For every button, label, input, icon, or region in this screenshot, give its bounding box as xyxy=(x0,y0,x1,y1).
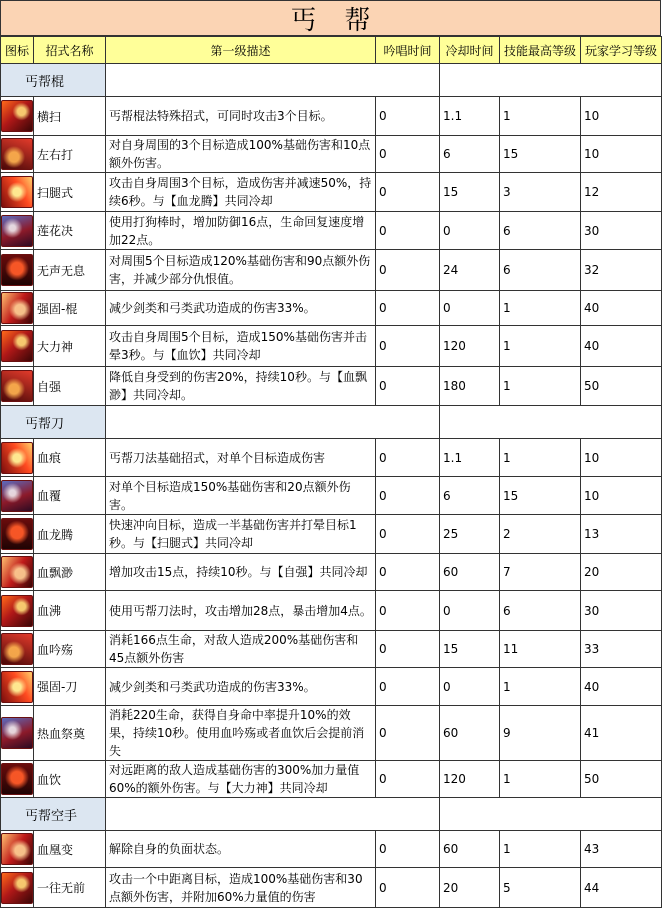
cast-time: 0 xyxy=(376,439,440,477)
skill-name: 血飘渺 xyxy=(34,554,106,591)
blood-drift-icon xyxy=(1,556,33,588)
skill-icon-cell xyxy=(1,868,34,908)
table-row xyxy=(1,477,662,515)
skill-name: 血饮 xyxy=(34,761,106,798)
skill-icon-cell xyxy=(1,631,34,668)
learn-level: 10 xyxy=(581,477,662,515)
skill-icon-cell xyxy=(1,250,34,291)
blood-chant-icon xyxy=(1,633,33,665)
skill-name: 血痕 xyxy=(34,439,106,477)
blood-phoenix-icon xyxy=(1,833,33,865)
max-level: 7 xyxy=(500,554,581,591)
cast-time: 0 xyxy=(376,136,440,173)
max-level: 1 xyxy=(500,291,581,326)
skill-icon-cell xyxy=(1,136,34,173)
learn-level: 20 xyxy=(581,554,662,591)
skill-description: 消耗166点生命，对敌人造成200%基础伤害和45点额外伤害 xyxy=(106,631,376,668)
col-header-cooldown: 冷却时间 xyxy=(440,37,500,64)
max-level: 2 xyxy=(500,515,581,554)
max-level: 5 xyxy=(500,868,581,908)
cooldown-time: 120 xyxy=(440,761,500,798)
max-level: 15 xyxy=(500,136,581,173)
blood-dragon-icon xyxy=(1,518,33,550)
skill-description: 快速冲向目标，造成一半基础伤害并打晕目标1秒。与【扫腿式】共同冷却 xyxy=(106,515,376,554)
max-level: 6 xyxy=(500,591,581,631)
table-row xyxy=(1,250,662,291)
skill-name: 左右打 xyxy=(34,136,106,173)
col-header-learn-level: 玩家学习等级 xyxy=(581,37,662,64)
table-row xyxy=(1,554,662,591)
fortify-staff-icon xyxy=(1,292,33,324)
table-row xyxy=(1,97,662,136)
table-row xyxy=(1,291,662,326)
skill-name: 大力神 xyxy=(34,326,106,367)
section-title: 丐帮空手 xyxy=(1,798,106,831)
cooldown-time: 0 xyxy=(440,212,500,250)
cooldown-time: 25 xyxy=(440,515,500,554)
max-level: 15 xyxy=(500,477,581,515)
cast-time: 0 xyxy=(376,97,440,136)
table-row xyxy=(1,136,662,173)
cooldown-time: 6 xyxy=(440,136,500,173)
skill-icon-cell xyxy=(1,761,34,798)
col-header-max-level: 技能最高等级 xyxy=(500,37,581,64)
cast-time: 0 xyxy=(376,326,440,367)
cast-time: 0 xyxy=(376,831,440,868)
blood-cover-icon xyxy=(1,480,33,512)
cooldown-time: 0 xyxy=(440,668,500,706)
learn-level: 10 xyxy=(581,97,662,136)
skill-name: 无声无息 xyxy=(34,250,106,291)
section-title: 丐帮棍 xyxy=(1,64,106,97)
mighty-god-icon xyxy=(1,330,33,362)
section-row xyxy=(1,64,662,97)
self-strength-icon xyxy=(1,370,33,402)
table-row xyxy=(1,868,662,908)
skill-description: 对远距离的敌人造成基础伤害的300%加力量值60%的额外伤害。与【大力神】共同冷却 xyxy=(106,761,376,798)
skill-icon-cell xyxy=(1,477,34,515)
page-title: 丐帮 xyxy=(0,0,661,36)
cooldown-time: 24 xyxy=(440,250,500,291)
max-level: 1 xyxy=(500,367,581,406)
cast-time: 0 xyxy=(376,761,440,798)
learn-level: 32 xyxy=(581,250,662,291)
learn-level: 13 xyxy=(581,515,662,554)
lotus-icon xyxy=(1,215,33,247)
skill-icon-cell xyxy=(1,706,34,761)
skill-name: 强固-刀 xyxy=(34,668,106,706)
table-row xyxy=(1,591,662,631)
section-title: 丐帮刀 xyxy=(1,406,106,439)
skill-name: 血凰变 xyxy=(34,831,106,868)
table-row xyxy=(1,515,662,554)
skill-icon-cell xyxy=(1,173,34,212)
learn-level: 30 xyxy=(581,212,662,250)
header-row xyxy=(1,37,662,64)
skill-description: 使用丐帮刀法时，攻击增加28点，暴击增加4点。 xyxy=(106,591,376,631)
cooldown-time: 15 xyxy=(440,173,500,212)
col-header-desc: 第一级描述 xyxy=(106,37,376,64)
hot-blood-icon xyxy=(1,717,33,749)
cooldown-time: 120 xyxy=(440,326,500,367)
skill-icon-cell xyxy=(1,668,34,706)
learn-level: 43 xyxy=(581,831,662,868)
skill-name: 横扫 xyxy=(34,97,106,136)
staff-strike-icon xyxy=(1,138,33,170)
max-level: 3 xyxy=(500,173,581,212)
cooldown-time: 60 xyxy=(440,554,500,591)
max-level: 9 xyxy=(500,706,581,761)
cast-time: 0 xyxy=(376,212,440,250)
max-level: 1 xyxy=(500,668,581,706)
skill-name: 血龙腾 xyxy=(34,515,106,554)
learn-level: 40 xyxy=(581,291,662,326)
table-row xyxy=(1,831,662,868)
cast-time: 0 xyxy=(376,631,440,668)
col-header-cast: 吟唱时间 xyxy=(376,37,440,64)
blood-boil-icon xyxy=(1,595,33,627)
cooldown-time: 0 xyxy=(440,591,500,631)
max-level: 6 xyxy=(500,250,581,291)
skill-icon-cell xyxy=(1,515,34,554)
section-row xyxy=(1,798,662,831)
cast-time: 0 xyxy=(376,477,440,515)
col-header-icon: 图标 xyxy=(1,37,34,64)
skill-description: 解除自身的负面状态。 xyxy=(106,831,376,868)
cooldown-time: 20 xyxy=(440,868,500,908)
max-level: 1 xyxy=(500,439,581,477)
skill-icon-cell xyxy=(1,831,34,868)
table-row xyxy=(1,212,662,250)
skill-icon-cell xyxy=(1,554,34,591)
cooldown-time: 15 xyxy=(440,631,500,668)
cast-time: 0 xyxy=(376,367,440,406)
blood-scar-icon xyxy=(1,442,33,474)
learn-level: 44 xyxy=(581,868,662,908)
learn-level: 12 xyxy=(581,173,662,212)
cast-time: 0 xyxy=(376,706,440,761)
learn-level: 40 xyxy=(581,668,662,706)
cast-time: 0 xyxy=(376,868,440,908)
skill-description: 使用打狗棒时，增加防御16点，生命回复速度增加22点。 xyxy=(106,212,376,250)
skill-description: 攻击一个中距离目标，造成100%基础伤害和30点额外伤害，并附加60%力量值的伤害 xyxy=(106,868,376,908)
learn-level: 33 xyxy=(581,631,662,668)
skill-icon-cell xyxy=(1,212,34,250)
cast-time: 0 xyxy=(376,554,440,591)
fortify-blade-icon xyxy=(1,671,33,703)
skill-icon-cell xyxy=(1,591,34,631)
skill-description: 消耗220生命，获得自身命中率提升10%的效果，持续10秒。使用血吟殇或者血饮后会提前消失 xyxy=(106,706,376,761)
skill-name: 血覆 xyxy=(34,477,106,515)
max-level: 6 xyxy=(500,212,581,250)
table-row xyxy=(1,706,662,761)
skill-name: 自强 xyxy=(34,367,106,406)
learn-level: 41 xyxy=(581,706,662,761)
cast-time: 0 xyxy=(376,173,440,212)
cooldown-time: 1.1 xyxy=(440,439,500,477)
skill-description: 对自身周围的3个目标造成100%基础伤害和10点额外伤害。 xyxy=(106,136,376,173)
skill-icon-cell xyxy=(1,291,34,326)
skill-description: 丐帮刀法基础招式，对单个目标造成伤害 xyxy=(106,439,376,477)
table-row xyxy=(1,173,662,212)
table-row xyxy=(1,367,662,406)
learn-level: 50 xyxy=(581,761,662,798)
table-row xyxy=(1,668,662,706)
max-level: 11 xyxy=(500,631,581,668)
skill-icon-cell xyxy=(1,326,34,367)
skill-icon-cell xyxy=(1,97,34,136)
skill-name: 热血祭奠 xyxy=(34,706,106,761)
max-level: 1 xyxy=(500,326,581,367)
cast-time: 0 xyxy=(376,668,440,706)
skill-icon-cell xyxy=(1,367,34,406)
col-header-name: 招式名称 xyxy=(34,37,106,64)
table-row xyxy=(1,439,662,477)
skill-description: 攻击自身周围5个目标，造成150%基础伤害并击晕3秒。与【血饮】共同冷却 xyxy=(106,326,376,367)
table-row xyxy=(1,761,662,798)
skill-name: 强固-棍 xyxy=(34,291,106,326)
table-row xyxy=(1,631,662,668)
learn-level: 10 xyxy=(581,136,662,173)
skill-name: 血沸 xyxy=(34,591,106,631)
skill-table xyxy=(0,36,662,908)
leg-sweep-icon xyxy=(1,176,33,208)
max-level: 1 xyxy=(500,97,581,136)
section-row xyxy=(1,406,662,439)
skill-name: 扫腿式 xyxy=(34,173,106,212)
skill-name: 一往无前 xyxy=(34,868,106,908)
learn-level: 30 xyxy=(581,591,662,631)
cooldown-time: 0 xyxy=(440,291,500,326)
cast-time: 0 xyxy=(376,250,440,291)
max-level: 1 xyxy=(500,761,581,798)
skill-name: 莲花决 xyxy=(34,212,106,250)
cast-time: 0 xyxy=(376,591,440,631)
blood-drink-icon xyxy=(1,763,33,795)
skill-description: 攻击自身周围3个目标，造成伤害并减速50%，持续6秒。与【血龙腾】共同冷却 xyxy=(106,173,376,212)
learn-level: 50 xyxy=(581,367,662,406)
skill-name: 血吟殇 xyxy=(34,631,106,668)
skill-description: 减少剑类和弓类武功造成的伤害33%。 xyxy=(106,668,376,706)
skill-icon-cell xyxy=(1,439,34,477)
cast-time: 0 xyxy=(376,515,440,554)
skill-description: 降低自身受到的伤害20%，持续10秒。与【血飘渺】共同冷却。 xyxy=(106,367,376,406)
cooldown-time: 6 xyxy=(440,477,500,515)
skill-description: 对周围5个目标造成120%基础伤害和90点额外伤害，并减少部分仇恨值。 xyxy=(106,250,376,291)
max-level: 1 xyxy=(500,831,581,868)
staff-sweep-icon xyxy=(1,100,33,132)
cast-time: 0 xyxy=(376,291,440,326)
skill-description: 丐帮棍法特殊招式，可同时攻击3个目标。 xyxy=(106,97,376,136)
cooldown-time: 1.1 xyxy=(440,97,500,136)
cooldown-time: 60 xyxy=(440,831,500,868)
learn-level: 40 xyxy=(581,326,662,367)
silent-strike-icon xyxy=(1,254,33,286)
cooldown-time: 180 xyxy=(440,367,500,406)
skill-description: 增加攻击15点，持续10秒。与【自强】共同冷却 xyxy=(106,554,376,591)
learn-level: 10 xyxy=(581,439,662,477)
skill-description: 减少剑类和弓类武功造成的伤害33%。 xyxy=(106,291,376,326)
cooldown-time: 60 xyxy=(440,706,500,761)
table-row xyxy=(1,326,662,367)
skill-description: 对单个目标造成150%基础伤害和20点额外伤害。 xyxy=(106,477,376,515)
